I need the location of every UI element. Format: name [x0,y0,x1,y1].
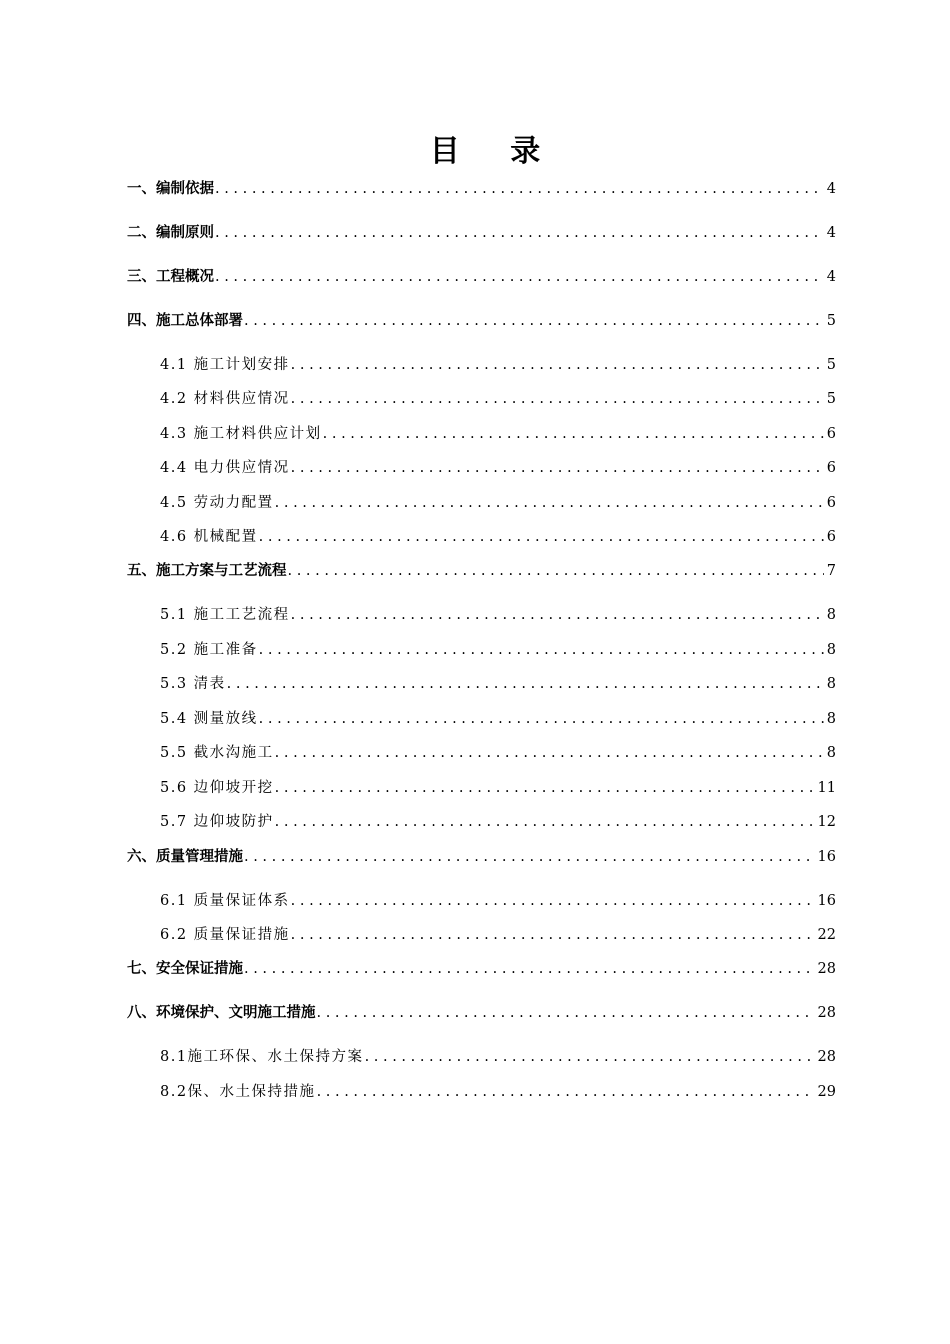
toc-entry-label: 4.5 劳动力配置 [160,495,274,511]
toc-entry[interactable] [160,1080,836,1102]
toc-entry-page: 6 [826,529,836,545]
toc-entry-label: 6.2 质量保证措施 [160,927,290,943]
toc-entry-page: 8 [826,676,836,692]
toc-dot-leader [227,674,824,694]
toc-entry-page: 22 [817,927,836,943]
toc-dot-leader [259,709,824,729]
toc-entry-label: 4.3 施工材料供应计划 [160,426,322,442]
toc-dot-leader [275,778,815,798]
toc-dot-leader [291,605,824,625]
toc-dot-leader [275,743,824,763]
toc-entry-page: 4 [826,225,836,241]
toc-entry-page: 5 [826,313,836,329]
toc-entry-page: 16 [817,849,836,865]
toc-entry[interactable] [127,221,836,243]
toc-entry[interactable] [160,525,836,547]
toc-entry-page: 28 [817,1005,836,1021]
toc-entry-page: 5 [826,391,836,407]
toc-entry-label: 8.2保、水土保持措施 [160,1084,316,1100]
toc-entry-page: 5 [826,357,836,373]
toc-entry[interactable] [160,707,836,729]
toc-entry-label: 四、施工总体部署 [127,312,243,329]
toc-dot-leader [244,959,815,979]
toc-dot-leader [291,355,824,375]
toc-dot-leader [323,424,824,444]
toc-entry[interactable] [127,265,836,287]
toc-entry-label: 4.1 施工计划安排 [160,357,290,373]
toc-dot-leader [275,493,824,513]
toc-entry-page: 4 [826,269,836,285]
toc-entry-page: 7 [826,563,836,579]
toc-entry[interactable] [127,559,836,581]
toc-entry-label: 5.1 施工工艺流程 [160,607,290,623]
toc-dot-leader [291,389,824,409]
toc-entry-label: 6.1 质量保证体系 [160,893,290,909]
toc-dot-leader [291,891,815,911]
toc-dot-leader [259,527,824,547]
toc-entry[interactable] [127,309,836,331]
toc-entry[interactable] [160,387,836,409]
toc-entry[interactable] [160,889,836,911]
toc-entry[interactable] [127,177,836,199]
toc-entry[interactable] [160,923,836,945]
toc-entry-label: 六、质量管理措施 [127,848,243,865]
toc-entry-page: 6 [826,495,836,511]
toc-entry-page: 12 [817,814,836,830]
toc-entry-label: 八、环境保护、文明施工措施 [127,1004,316,1021]
toc-entry-label: 5.4 测量放线 [160,711,258,727]
toc-entry[interactable] [127,845,836,867]
toc-entry-page: 28 [817,961,836,977]
toc-dot-leader [275,812,815,832]
toc-dot-leader [291,458,824,478]
toc-entry-label: 五、施工方案与工艺流程 [127,562,287,579]
toc-entry[interactable] [160,672,836,694]
toc-entry[interactable] [160,491,836,513]
toc-entry-page: 8 [826,711,836,727]
toc-dot-leader [291,925,815,945]
toc-entry[interactable] [160,776,836,798]
toc-entry-page: 8 [826,745,836,761]
toc-entry[interactable] [160,810,836,832]
toc-dot-leader [215,179,824,199]
toc-entry-label: 5.2 施工准备 [160,642,258,658]
toc-entry-label: 5.5 截水沟施工 [160,745,274,761]
toc-entry[interactable] [160,1045,836,1067]
toc-entry-label: 二、编制原则 [127,224,214,241]
toc-entry-page: 11 [817,780,836,796]
toc-dot-leader [215,267,824,287]
toc-dot-leader [215,223,824,243]
toc-entry[interactable] [160,741,836,763]
toc-entry-label: 5.6 边仰坡开挖 [160,780,274,796]
toc-entry-label: 4.6 机械配置 [160,529,258,545]
toc-dot-leader [288,561,824,581]
page-title: 目 录 [429,134,561,169]
toc-dot-leader [365,1047,815,1067]
toc-entry-label: 一、编制依据 [127,180,214,197]
toc-entry-page: 6 [826,460,836,476]
toc-entry-label: 4.2 材料供应情况 [160,391,290,407]
toc-entry-page: 6 [826,426,836,442]
toc-entry-page: 29 [817,1084,836,1100]
toc-dot-leader [244,311,824,331]
toc-entry[interactable] [160,422,836,444]
toc-entry[interactable] [127,1001,836,1023]
toc-entry[interactable] [160,603,836,625]
toc-entry-page: 8 [826,607,836,623]
toc-dot-leader [317,1082,815,1102]
toc-entry-page: 28 [817,1049,836,1065]
toc-entry-label: 七、安全保证措施 [127,960,243,977]
toc-entry[interactable] [160,456,836,478]
toc-entry-label: 4.4 电力供应情况 [160,460,290,476]
toc-dot-leader [259,640,824,660]
toc-entry-page: 8 [826,642,836,658]
toc-entry-label: 5.7 边仰坡防护 [160,814,274,830]
toc-entry-label: 8.1施工环保、水土保持方案 [160,1049,364,1065]
toc-entry[interactable] [160,353,836,375]
toc-entry-page: 4 [826,181,836,197]
toc-entry-page: 16 [817,893,836,909]
toc-entry[interactable] [160,638,836,660]
toc-dot-leader [244,847,815,867]
toc-entry[interactable] [127,957,836,979]
toc-dot-leader [317,1003,815,1023]
toc-entry-label: 三、工程概况 [127,268,214,285]
toc-entry-label: 5.3 清表 [160,676,226,692]
